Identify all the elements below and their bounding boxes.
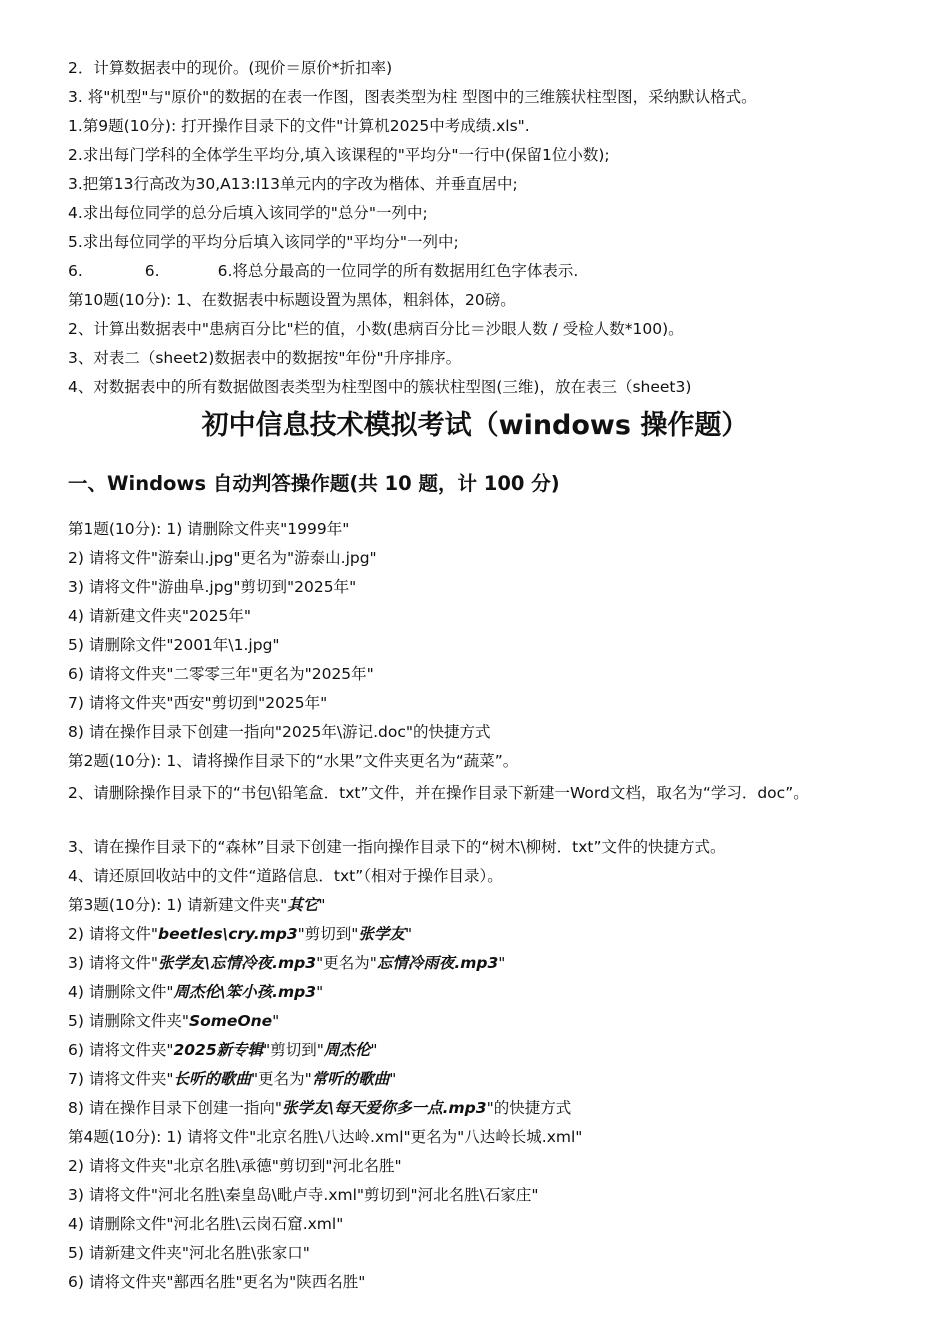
text-run: " [316, 983, 324, 1001]
emphasis-text: 张学友\忘情冷夜.mp3 [157, 954, 317, 972]
text-line [68, 1011, 279, 1031]
text-line: 8) 请在操作目录下创建一指向"2025年\游记.doc"的快捷方式 [68, 723, 491, 741]
text-line [68, 895, 325, 915]
text-run: 第3题(10分): 1) 请新建文件夹" [68, 896, 288, 914]
text-run: "更名为" [250, 1070, 312, 1088]
text-line: 第1题(10分): 1) 请删除文件夹"1999年" [68, 520, 350, 538]
text-line: 4) 请删除文件"河北名胜\云岗石窟.xml" [68, 1215, 344, 1233]
text-line [68, 261, 578, 281]
text-run: "的快捷方式 [486, 1099, 572, 1117]
emphasis-text: 常听的歌曲 [311, 1070, 390, 1088]
text-line: 2、计算出数据表中"患病百分比"栏的值，小数(患病百分比＝沙眼人数 / 受检人数*100)。 [68, 320, 684, 338]
text-line: 3.把第13行高改为30,A13:I13单元内的字改为楷体、并垂直居中; [68, 175, 518, 193]
text-line: 2.求出每门学科的全体学生平均分,填入该课程的"平均分"一行中(保留1位小数); [68, 146, 610, 164]
text-line: 5) 请删除文件"2001年\1.jpg" [68, 636, 280, 654]
text-line: 2、请删除操作目录下的“书包\铅笔盒．txt”文件，并在操作目录下新建一Word文档，取名为“学习．doc”。 [68, 784, 809, 802]
text-line [68, 953, 505, 973]
text-line: 4、请还原回收站中的文件“道路信息．txt”（相对于操作目录）。 [68, 867, 503, 885]
text-line: 4、对数据表中的所有数据做图表类型为柱型图中的簇状柱型图(三维)，放在表三（sheet3) [68, 378, 692, 396]
text-run: " [370, 1041, 378, 1059]
text-line: 第2题(10分): 1、请将操作目录下的“水果”文件夹更名为“蔬菜”。 [68, 752, 519, 770]
text-line [68, 1040, 378, 1060]
text-run: "剪切到" [297, 925, 359, 943]
text-line: 3. 将"机型"与"原价"的数据的在表一作图，图表类型为柱 型图中的三维簇状柱型图，采纳默认格式。 [68, 88, 757, 106]
text-line: 6) 请将文件夹"鄯西名胜"更名为"陕西名胜" [68, 1273, 366, 1291]
text-line: 6) 请将文件夹"二零零三年"更名为"2025年" [68, 665, 374, 683]
emphasis-text: 其它 [287, 896, 319, 914]
text-run: 8) 请在操作目录下创建一指向" [68, 1099, 282, 1117]
text-line: 2．计算数据表中的现价。(现价＝原价*折扣率) [68, 59, 393, 77]
text-line: 5.求出每位同学的平均分后填入该同学的"平均分"一列中; [68, 233, 459, 251]
text-run: "剪切到" [263, 1041, 324, 1059]
text-line: 4) 请新建文件夹"2025年" [68, 607, 252, 625]
text-line: 第4题(10分): 1) 请将文件"北京名胜\八达岭.xml"更名为"八达岭长城.xml" [68, 1128, 583, 1146]
text-line: 2) 请将文件"游秦山.jpg"更名为"游泰山.jpg" [68, 549, 377, 567]
emphasis-text: 长听的歌曲 [173, 1070, 251, 1088]
text-run: " [272, 1012, 280, 1030]
page-title: 初中信息技术模拟考试（windows 操作题） [201, 410, 749, 441]
text-line [68, 924, 412, 944]
text-run: 4) 请删除文件" [68, 983, 174, 1001]
text-line: 1.第9题(10分): 打开操作目录下的文件"计算机2025中考成绩.xls". [68, 117, 530, 135]
emphasis-text: 2025新专辑 [173, 1041, 264, 1059]
text-run: 3) 请将文件" [68, 954, 158, 972]
text-run: 7) 请将文件夹" [68, 1070, 174, 1088]
text-line: 3、请在操作目录下的“森林”目录下创建一指向操作目录下的“树木\柳树．txt”文件的快捷方式。 [68, 838, 726, 856]
emphasis-text: beetles\cry.mp3 [157, 925, 298, 943]
text-line: 第10题(10分): 1、在数据表中标题设置为黑体，粗斜体，20磅。 [68, 291, 516, 309]
emphasis-text: 张学友 [358, 925, 405, 943]
text-line: 7) 请将文件夹"西安"剪切到"2025年" [68, 694, 328, 712]
text-line: 4.求出每位同学的总分后填入该同学的"总分"一列中; [68, 204, 428, 222]
text-line: 3、对表二（sheet2)数据表中的数据按"年份"升序排序。 [68, 349, 462, 367]
emphasis-text: 周杰伦\笨小孩.mp3 [173, 983, 317, 1001]
text-run: " [404, 925, 413, 943]
text-line: 3) 请将文件"游曲阜.jpg"剪切到"2025年" [68, 578, 357, 596]
text-line: 5) 请新建文件夹"河北名胜\张家口" [68, 1244, 310, 1262]
text-line [68, 982, 323, 1002]
text-run: 2) 请将文件" [68, 925, 158, 943]
emphasis-text: 周杰伦 [323, 1041, 371, 1059]
emphasis-text: 张学友\每天爱你多一点.mp3 [281, 1099, 487, 1117]
text-line: 2) 请将文件夹"北京名胜\承德"剪切到"河北名胜" [68, 1157, 402, 1175]
text-run: " [318, 896, 326, 914]
text-line: 3) 请将文件"河北名胜\秦皇岛\毗卢寺.xml"剪切到"河北名胜\石家庄" [68, 1186, 539, 1204]
text-run: 6) 请将文件夹" [68, 1041, 174, 1059]
text-run: " [498, 954, 506, 972]
section-heading: 一、Windows 自动判答操作题(共 10 题，计 100 分) [68, 472, 560, 495]
list-number: 6. [144, 262, 160, 280]
emphasis-text: SomeOne [188, 1012, 273, 1030]
list-text: 6.将总分最高的一位同学的所有数据用红色字体表示. [217, 262, 579, 280]
list-number: 6. [68, 262, 83, 280]
text-run: "更名为" [316, 954, 377, 972]
text-run: 5) 请删除文件夹" [68, 1012, 189, 1030]
emphasis-text: 忘情冷雨夜.mp3 [376, 954, 499, 972]
text-line [68, 1098, 571, 1118]
text-run: " [389, 1070, 397, 1088]
text-line [68, 1069, 396, 1089]
